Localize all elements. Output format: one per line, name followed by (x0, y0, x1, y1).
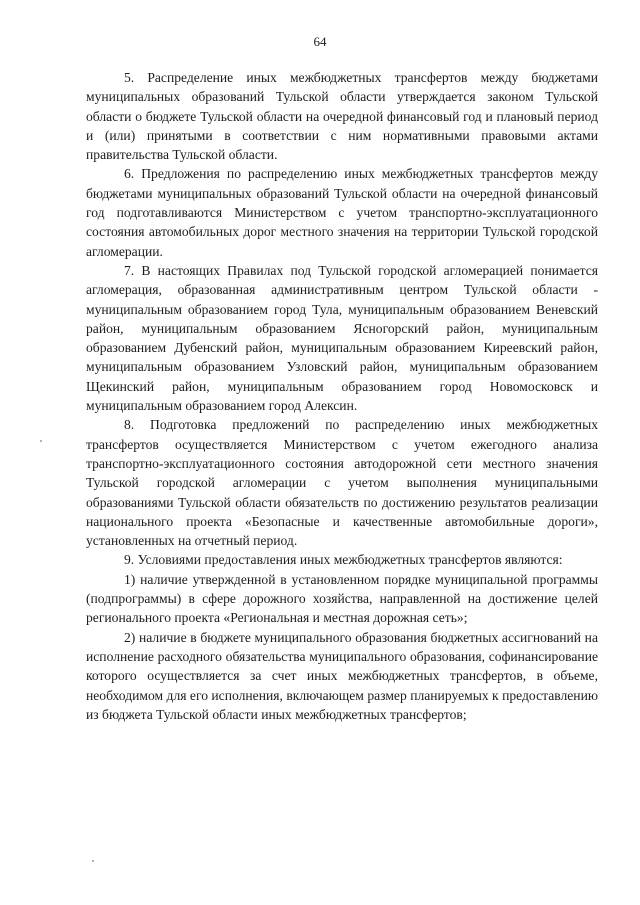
condition-item-2: 2) наличие в бюджете муниципального образования бюджетных ассигнований на исполнение расходного обязательства муниципального образования, софинансирование которого осуществляется за счет иных межбюджетных трансфертов, в объеме, необходимом для его исполнения, включающем размер планируемых к предоставлению из бюджета Тульской области иных межбюджетных трансфертов; (86, 629, 598, 722)
paragraph-9: 9. Условиями предоставления иных межбюджетных трансфертов являются: (124, 552, 563, 568)
scan-speck-bottom (92, 860, 94, 862)
paragraph-6: 6. Предложения по распределению иных межбюджетных трансфертов между бюджетами муниципальных образований Тульской области на очередной финансовый год подготавливаются Министерством с учетом транспортно-эксплуатационного состояния автомобильных дорог местного значения на территории Тульской городской агломерации. (86, 166, 598, 259)
scan-speck-left (40, 440, 42, 442)
paragraph-7: 7. В настоящих Правилах под Тульской городской агломерацией понимается агломерация, образованная административным центром Тульской области - муниципальным образованием город Тула, муниципальным образованием Веневский район, муниципальным образованием Ясногорский район, муниципальным образованием Дубенский район, муниципальным образованием Киреевский район, муниципальным образованием Узловский район, муниципальным образованием Щекинский район, муниципальным образованием город Новомосковск и муниципальным образованием город Алексин. (86, 262, 598, 414)
page-number: 64 (313, 34, 327, 49)
condition-item-1: 1) наличие утвержденной в установленном порядке муниципальной программы (подпрограммы) в сфере дорожного хозяйства, направленной на достижение целей регионального проекта «Региональная и местная дорожная сеть»; (86, 571, 598, 626)
paragraph-8: 8. Подготовка предложений по распределению иных межбюджетных трансфертов осуществляется Министерством с учетом ежегодного анализа транспортно-эксплуатационного состояния автодорожной сети местного значения Тульской городской агломерации с учетом выполнения муниципальными образованиями Тульской области обязательств по достижению результатов реализации национального проекта «Безопасные и качественные автомобильные дороги», установленных на отчетный период. (86, 417, 598, 549)
document-body (86, 68, 598, 724)
paragraph-5: 5. Распределение иных межбюджетных трансфертов между бюджетами муниципальных образований Тульской области утверждается законом Тульской области о бюджете Тульской области на очередной финансовый год и плановый период и (или) принятыми в соответствии с ним нормативными правовыми актами правительства Тульской области. (86, 70, 598, 163)
